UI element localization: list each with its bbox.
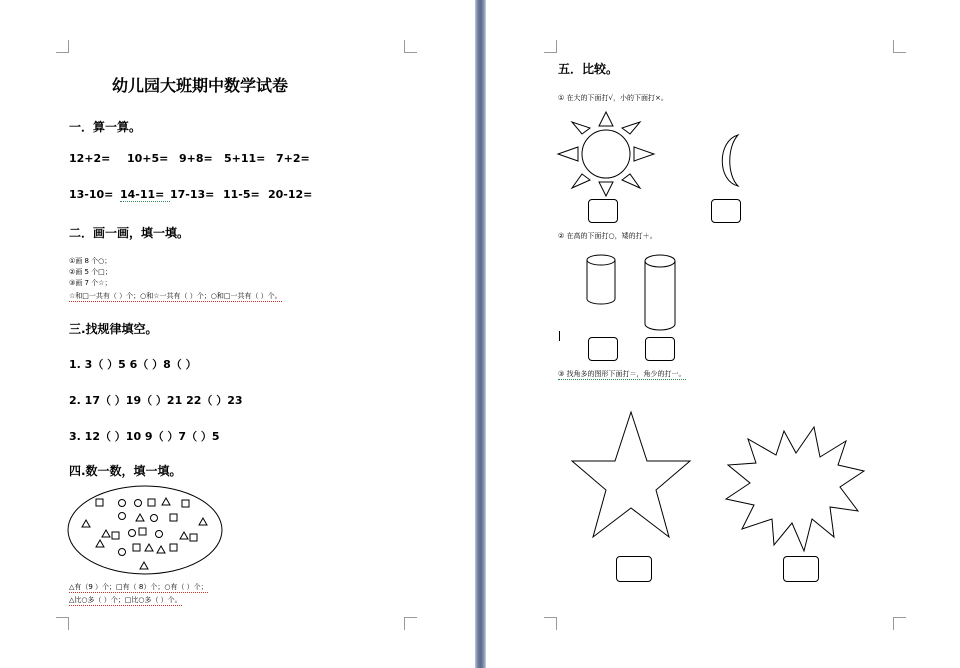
page-corner-mark [56,40,69,53]
sun-icon [556,110,656,200]
instruction-line: ③画 7 个☆； [69,279,112,287]
answer-box[interactable] [783,556,819,582]
many-pointed-star-icon [724,425,866,553]
page-corner-mark [893,617,906,630]
equation: 20-12= [268,188,313,201]
section-2-heading: 二．画一画，填一填。 [69,226,190,240]
pattern-line: 3. 12（ ）10 9（ ）7（ ）5 [69,430,220,443]
arithmetic-row-1 [69,152,310,165]
arithmetic-row-2 [69,188,312,202]
answer-box[interactable] [645,337,675,361]
equation: 13-10= [69,188,114,201]
tall-cylinder-icon [643,253,677,333]
section-1-heading: 一．算一算。 [69,120,142,134]
page-corner-mark [404,617,417,630]
answer-line: △有（9 ）个；□有（ 8）个；○有（ ）个； [69,583,208,591]
instruction-line: ①画 8 个○； [69,257,112,265]
exam-page-left [0,0,475,668]
pattern-line: 2. 17（ ）19（ ）21 22（ ）23 [69,394,243,407]
equation: 9+8= [179,152,213,165]
section-4-heading: 四.数一数，填一填。 [69,464,182,478]
crescent-moon-icon [712,133,744,189]
answer-line: △比○多（ ）个；□比○多（ ）个。 [69,596,182,604]
question-3-instruction: ③ 找角多的图形下面打＝，角少的打一。 [558,370,686,378]
count-summary-line: ☆和□一共有（ ）个；○和☆一共有（ ）个；○和□一共有（ ）个。 [69,292,282,300]
shapes-ellipse-figure [66,484,226,578]
exam-title: 幼儿园大班期中数学试卷 [112,76,289,95]
short-cylinder-icon [585,253,617,307]
text-cursor [559,331,560,341]
question-1-instruction: ① 在大的下面打√，小的下面打×。 [558,94,668,102]
question-2-instruction: ② 在高的下面打○，矮的打＋。 [558,232,657,240]
page-corner-mark [56,617,69,630]
answer-box[interactable] [616,556,652,582]
equation: 7+2= [276,152,310,165]
equation: 17-13= [170,188,215,201]
page-corner-mark [544,617,557,630]
page-gap-divider [475,0,486,668]
equation: 14-11= [120,188,170,202]
page-corner-mark [544,40,557,53]
section-5-heading: 五．比较。 [558,62,619,76]
equation: 12+2= [69,152,111,165]
section-3-heading: 三.找规律填空。 [69,322,158,336]
page-corner-mark [893,40,906,53]
five-point-star-icon [570,410,692,540]
instruction-line: ②画 5 个□； [69,268,112,276]
equation: 11-5= [223,188,260,201]
answer-box[interactable] [588,337,618,361]
answer-box[interactable] [588,199,618,223]
pattern-line: 1. 3（ ）5 6（ ）8（ ） [69,358,197,371]
answer-box[interactable] [711,199,741,223]
equation: 10+5= [127,152,169,165]
equation: 5+11= [224,152,266,165]
page-corner-mark [404,40,417,53]
